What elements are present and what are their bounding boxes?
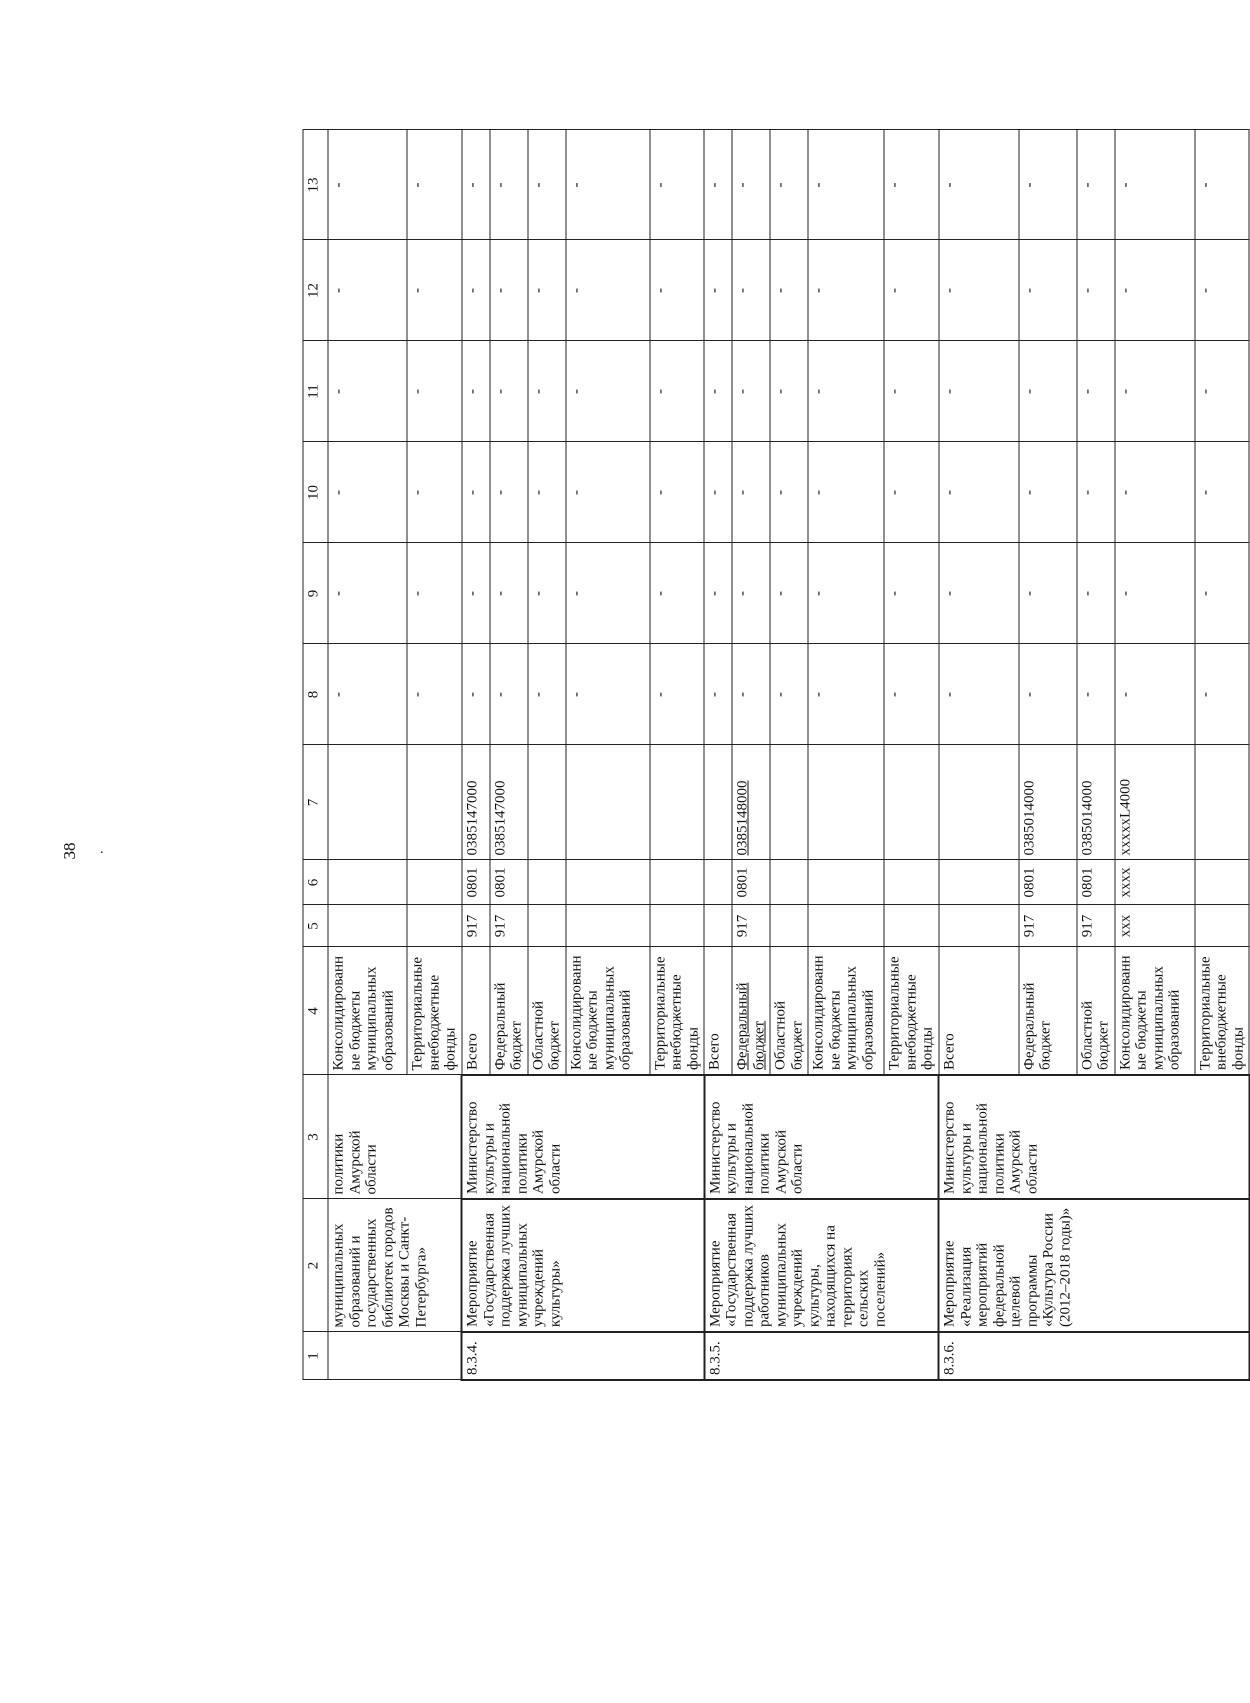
cell-value: - [462, 442, 490, 543]
cell-source: Федеральный бюджет [732, 947, 770, 1075]
cell-value: - [884, 341, 939, 442]
cell-c6 [884, 860, 939, 905]
cell-value: - [462, 341, 490, 442]
cell-c6 [939, 860, 1019, 905]
cell-value: - [732, 543, 770, 644]
cell-value: - [462, 644, 490, 745]
cell-value: - [1077, 130, 1115, 240]
cell-value: - [884, 130, 939, 240]
cell-value: - [808, 240, 884, 341]
cell-c7 [528, 745, 566, 860]
cell-c5 [328, 905, 407, 947]
cell-value: - [650, 341, 705, 442]
col-header-12: 12 [303, 240, 328, 341]
cell-value: - [566, 240, 650, 341]
table-row [939, 130, 1019, 1380]
cell-c5: xxx [1115, 905, 1195, 947]
cell-c5 [704, 905, 732, 947]
cell-value: - [1077, 341, 1115, 442]
cell-c7: xxxxxL4000 [1115, 745, 1195, 860]
cell-source: Территориальные внебюджетные фонды [650, 947, 705, 1075]
cell-value: - [650, 240, 705, 341]
cell-source: Всего [939, 947, 1019, 1075]
cell-c6 [566, 860, 650, 905]
cell-source: Федеральный бюджет [490, 947, 528, 1075]
cell-value: - [1077, 543, 1115, 644]
cell-name: Мероприятие «Реализация мероприятий федеральной целевой программы «Культура России (2012–2018 годы)» [939, 1199, 1250, 1332]
cell-c6 [528, 860, 566, 905]
cell-name: Мероприятие «Государственная поддержка лучших работников муниципальных учреждений культуры, находящихся на территориях сельских поселений» [704, 1199, 939, 1332]
cell-c5: 917 [462, 905, 490, 947]
cell-value: - [328, 543, 407, 644]
cell-value: - [939, 644, 1019, 745]
cell-c6: xxxx [1115, 860, 1195, 905]
cell-num [328, 1332, 462, 1380]
cell-value: - [528, 442, 566, 543]
cell-c6 [407, 860, 462, 905]
cell-value: - [1195, 644, 1250, 745]
cell-value: - [1019, 341, 1077, 442]
table-row [328, 130, 407, 1380]
cell-source: Территориальные внебюджетные фонды [884, 947, 939, 1075]
cell-value: - [704, 341, 732, 442]
cell-executor: политики Амурской области [328, 1075, 462, 1199]
cell-source: Консолидированные бюджеты муниципальных образований [808, 947, 884, 1075]
cell-value: - [490, 543, 528, 644]
cell-value: - [1115, 442, 1195, 543]
cell-value: - [490, 130, 528, 240]
cell-value: - [704, 442, 732, 543]
cell-value: - [528, 543, 566, 644]
cell-value: - [884, 644, 939, 745]
cell-c7 [566, 745, 650, 860]
cell-value: - [328, 341, 407, 442]
cell-value: - [1019, 442, 1077, 543]
cell-value: - [566, 644, 650, 745]
col-header-8: 8 [303, 644, 328, 745]
cell-value: - [770, 543, 808, 644]
cell-c7 [939, 745, 1019, 860]
cell-num: 8.3.5. [704, 1332, 939, 1380]
cell-value: - [462, 130, 490, 240]
cell-source: Территориальные внебюджетные фонды [407, 947, 462, 1075]
cell-value: - [528, 644, 566, 745]
col-header-9: 9 [303, 543, 328, 644]
cell-value: - [770, 130, 808, 240]
cell-c6: 0801 [462, 860, 490, 905]
cell-value: - [1019, 644, 1077, 745]
cell-value: - [650, 644, 705, 745]
cell-c6 [770, 860, 808, 905]
cell-c5 [528, 905, 566, 947]
col-header-5: 5 [303, 905, 328, 947]
cell-value: - [1077, 240, 1115, 341]
cell-value: - [732, 341, 770, 442]
cell-num: 8.3.6. [939, 1332, 1250, 1380]
cell-value: - [462, 543, 490, 644]
cell-c5: 917 [1019, 905, 1077, 947]
cell-value: - [407, 240, 462, 341]
cell-value: - [328, 240, 407, 341]
cell-value: - [884, 240, 939, 341]
cell-c6: 0801 [490, 860, 528, 905]
cell-c7 [650, 745, 705, 860]
cell-value: - [566, 341, 650, 442]
cell-value: - [1195, 341, 1250, 442]
cell-value: - [704, 130, 732, 240]
cell-value: - [1019, 543, 1077, 644]
cell-value: - [1115, 543, 1195, 644]
cell-value: - [808, 644, 884, 745]
cell-value: - [704, 644, 732, 745]
cell-source: Консолидированные бюджеты муниципальных образований [1115, 947, 1195, 1075]
cell-value: - [770, 442, 808, 543]
cell-value: - [650, 543, 705, 644]
cell-value: - [939, 130, 1019, 240]
cell-c7 [808, 745, 884, 860]
cell-value: - [939, 240, 1019, 341]
cell-value: - [407, 442, 462, 543]
col-header-3: 3 [303, 1075, 328, 1199]
cell-source: Федеральный бюджет [1019, 947, 1077, 1075]
cell-c7: 0385147000 [462, 745, 490, 860]
cell-value: - [770, 644, 808, 745]
cell-source: Территориальные внебюджетные фонды [1195, 947, 1250, 1075]
cell-value: - [1077, 644, 1115, 745]
cell-executor: Министерство культуры и национальной политики Амурской области [939, 1075, 1250, 1199]
cell-value: - [1115, 341, 1195, 442]
column-number-row [303, 130, 328, 1380]
cell-value: - [704, 543, 732, 644]
cell-c5 [566, 905, 650, 947]
cell-value: - [770, 341, 808, 442]
cell-c7 [704, 745, 732, 860]
cell-value: - [407, 341, 462, 442]
cell-value: - [490, 442, 528, 543]
col-header-10: 10 [303, 442, 328, 543]
cell-c5: 917 [732, 905, 770, 947]
cell-c5: 917 [1077, 905, 1115, 947]
cell-value: - [939, 442, 1019, 543]
cell-value: - [328, 130, 407, 240]
cell-value: - [650, 130, 705, 240]
cell-value: - [939, 341, 1019, 442]
cell-value: - [1195, 130, 1250, 240]
stray-mark: . [100, 842, 104, 857]
cell-value: - [808, 442, 884, 543]
cell-c5 [884, 905, 939, 947]
cell-value: - [704, 240, 732, 341]
cell-c7 [1195, 745, 1250, 860]
cell-c7 [407, 745, 462, 860]
cell-c7 [770, 745, 808, 860]
cell-c6 [328, 860, 407, 905]
cell-value: - [1195, 442, 1250, 543]
cell-c5 [808, 905, 884, 947]
col-header-6: 6 [303, 860, 328, 905]
cell-value: - [1115, 644, 1195, 745]
cell-source: Консолидированные бюджеты муниципальных образований [328, 947, 407, 1075]
page-number: 38 [60, 842, 79, 860]
cell-value: - [566, 442, 650, 543]
cell-c6: 0801 [732, 860, 770, 905]
cell-executor: Министерство культуры и национальной политики Амурской области [462, 1075, 705, 1199]
cell-name: Мероприятие «Государственная поддержка лучших муниципальных учреждений культуры» [462, 1199, 705, 1332]
cell-value: - [1115, 130, 1195, 240]
cell-value: - [566, 130, 650, 240]
cell-c6 [704, 860, 732, 905]
cell-executor: Министерство культуры и национальной политики Амурской области [704, 1075, 939, 1199]
cell-value: - [1019, 130, 1077, 240]
cell-num: 8.3.4. [462, 1332, 705, 1380]
cell-c5 [1195, 905, 1250, 947]
cell-c6: 0801 [1019, 860, 1077, 905]
cell-value: - [328, 644, 407, 745]
cell-value: - [1195, 543, 1250, 644]
cell-c7 [884, 745, 939, 860]
cell-source: Областной бюджет [528, 947, 566, 1075]
rotated-table-wrapper [303, 177, 1246, 1381]
cell-value: - [328, 442, 407, 543]
col-header-13: 13 [303, 130, 328, 240]
cell-value: - [462, 240, 490, 341]
cell-value: - [884, 442, 939, 543]
col-header-11: 11 [303, 341, 328, 442]
cell-value: - [884, 543, 939, 644]
cell-c5 [407, 905, 462, 947]
cell-c7: 0385014000 [1019, 745, 1077, 860]
cell-c6 [1195, 860, 1250, 905]
cell-value: - [650, 442, 705, 543]
budget-table [303, 130, 1250, 1382]
cell-value: - [528, 341, 566, 442]
col-header-4: 4 [303, 947, 328, 1075]
col-header-1: 1 [303, 1332, 328, 1380]
cell-c5 [650, 905, 705, 947]
cell-value: - [407, 644, 462, 745]
cell-c5 [770, 905, 808, 947]
cell-value: - [808, 341, 884, 442]
cell-source: Областной бюджет [1077, 947, 1115, 1075]
cell-value: - [528, 130, 566, 240]
cell-value: - [490, 240, 528, 341]
cell-source: Всего [704, 947, 732, 1075]
cell-value: - [407, 130, 462, 240]
cell-c7: 0385147000 [490, 745, 528, 860]
cell-value: - [732, 442, 770, 543]
cell-value: - [808, 130, 884, 240]
cell-c7: 0385014000 [1077, 745, 1115, 860]
cell-value: - [1019, 240, 1077, 341]
cell-value: - [1077, 442, 1115, 543]
cell-source: Консолидированные бюджеты муниципальных образований [566, 947, 650, 1075]
cell-c5: 917 [490, 905, 528, 947]
cell-c6 [650, 860, 705, 905]
cell-c5 [939, 905, 1019, 947]
cell-value: - [808, 543, 884, 644]
table-row [704, 130, 732, 1380]
cell-value: - [1195, 240, 1250, 341]
table-row [462, 130, 490, 1380]
cell-value: - [939, 543, 1019, 644]
cell-value: - [528, 240, 566, 341]
cell-value: - [407, 543, 462, 644]
cell-name: муниципальных образований и государственных библиотек городов Москвы и Санкт-Петербурга» [328, 1199, 462, 1332]
cell-value: - [732, 644, 770, 745]
cell-value: - [732, 130, 770, 240]
col-header-2: 2 [303, 1199, 328, 1332]
col-header-7: 7 [303, 745, 328, 860]
cell-c6 [808, 860, 884, 905]
cell-c6: 0801 [1077, 860, 1115, 905]
cell-value: - [732, 240, 770, 341]
cell-value: - [770, 240, 808, 341]
cell-value: - [490, 341, 528, 442]
cell-source: Областной бюджет [770, 947, 808, 1075]
cell-value: - [490, 644, 528, 745]
cell-c7 [328, 745, 407, 860]
cell-value: - [566, 543, 650, 644]
cell-c7: 0385148000 [732, 745, 770, 860]
cell-value: - [1115, 240, 1195, 341]
cell-source: Всего [462, 947, 490, 1075]
